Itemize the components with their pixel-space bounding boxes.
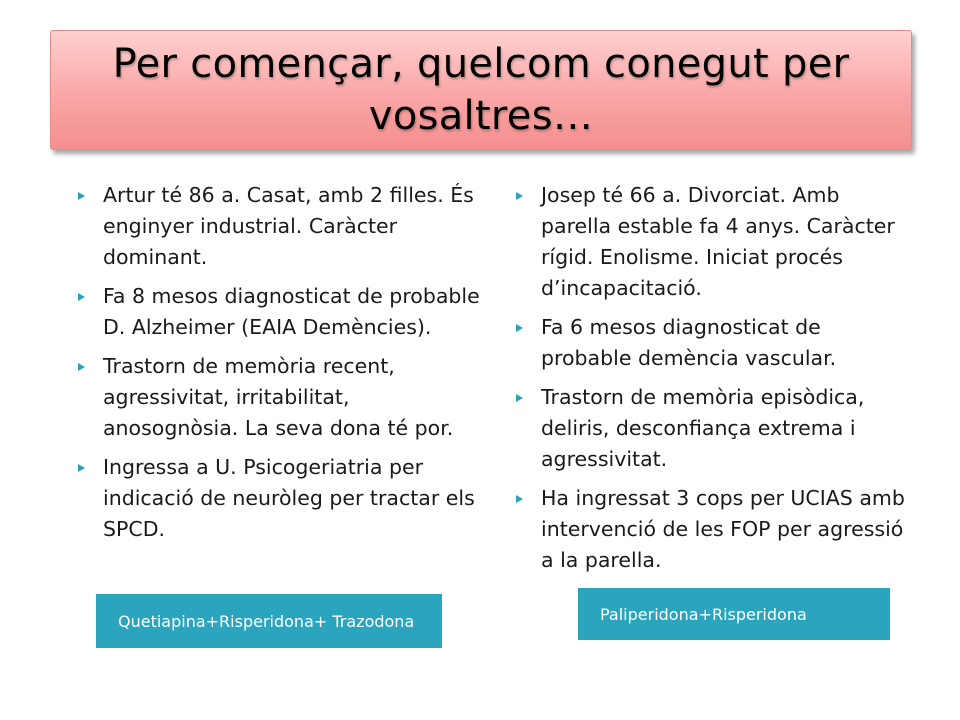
title-banner: [50, 30, 912, 150]
bullet-text: Fa 8 mesos diagnosticat de probable D. Alzheimer (EAIA Demències).: [103, 284, 480, 339]
bullet-text: Fa 6 mesos diagnosticat de probable demència vascular.: [541, 315, 837, 370]
triangle-right-icon: [78, 363, 85, 371]
list-item: [512, 382, 912, 475]
triangle-right-icon: [78, 293, 85, 301]
triangle-right-icon: [516, 324, 523, 332]
left-treatment-label: Quetiapina+Risperidona+ Trazodona: [118, 611, 415, 631]
list-item: [512, 483, 912, 576]
right-treatment-box: [578, 588, 890, 640]
bullet-text: Josep té 66 a. Divorciat. Amb parella estable fa 4 anys. Caràcter rígid. Enolisme. Iniciat procés d’incapacitació.: [541, 183, 895, 300]
right-treatment-label: Paliperidona+Risperidona: [600, 604, 807, 624]
list-item: [74, 180, 484, 273]
triangle-right-icon: [516, 394, 523, 402]
bullet-text: Ingressa a U. Psicogeriatria per indicació de neuròleg per tractar els SPCD.: [103, 455, 475, 541]
bullet-text: Trastorn de memòria recent, agressivitat, irritabilitat, anosognòsia. La seva dona té por.: [103, 354, 454, 440]
list-item: [512, 180, 912, 304]
list-item: [74, 351, 484, 444]
list-item: [512, 312, 912, 374]
list-item: [74, 281, 484, 343]
triangle-right-icon: [78, 464, 85, 472]
bullet-text: Trastorn de memòria episòdica, deliris, desconfiança extrema i agressivitat.: [541, 385, 865, 471]
triangle-right-icon: [516, 495, 523, 503]
list-item: [74, 452, 484, 545]
triangle-right-icon: [516, 192, 523, 200]
bullet-text: Artur té 86 a. Casat, amb 2 filles. És enginyer industrial. Caràcter dominant.: [103, 183, 474, 269]
slide-title: Per començar, quelcom conegut per vosaltres…: [112, 41, 850, 139]
right-case-bullets: [512, 180, 912, 584]
bullet-text: Ha ingressat 3 cops per UCIAS amb intervenció de les FOP per agressió a la parella.: [541, 486, 905, 572]
triangle-right-icon: [78, 192, 85, 200]
left-treatment-box: [96, 594, 442, 648]
left-case-bullets: [74, 180, 484, 553]
